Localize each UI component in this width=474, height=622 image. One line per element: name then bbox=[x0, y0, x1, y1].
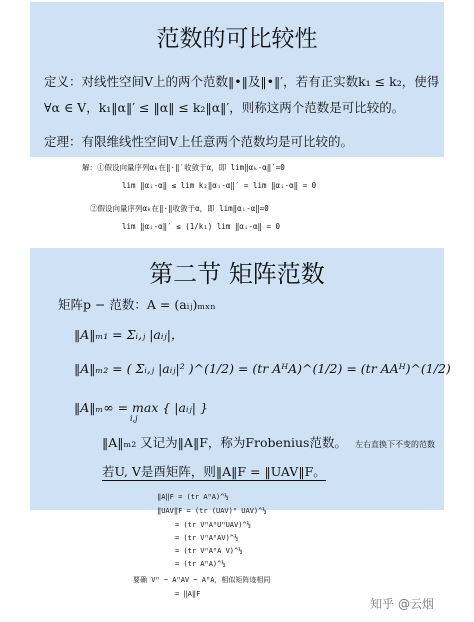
m-infinity-norm-formula: ‖A‖ₘ∞ = max { |aᵢⱼ| } bbox=[74, 400, 208, 415]
section-title: 范数的可比较性 bbox=[156, 26, 318, 52]
theorem-line: 定理：有限维线性空间V上任意两个范数均是可比较的。 bbox=[44, 134, 354, 149]
matrix-p-norm-definition: 矩阵p − 范数：A = (aᵢⱼ)ₘₓₙ bbox=[58, 297, 216, 312]
handwritten-proof-line-1: 解：①假设向量序列αₖ在‖·‖′收敛于α，即 lim‖αₖ-α‖′=0 bbox=[82, 163, 285, 172]
max-subscript: i,j bbox=[130, 414, 138, 423]
frobenius-norm-statement bbox=[102, 433, 435, 451]
handwritten-proof-line-3: ②假设向量序列αₖ在‖·‖收敛于α，即 lim‖αᵢ-α‖=0 bbox=[90, 204, 269, 213]
section-panel-matrix-norm bbox=[30, 248, 451, 510]
m2-norm-formula: ‖A‖ₘ₂ = ( Σᵢ,ⱼ |aᵢⱼ|² )^(1/2) = (tr AᴴA)^(1/2) = (tr AAᴴ)^(1/2) bbox=[74, 361, 451, 376]
section-panel-norm-comparability bbox=[30, 2, 444, 157]
unitary-invariance-statement: 若U, V是酉矩阵，则‖A‖F = ‖UAV‖F。 bbox=[102, 464, 326, 479]
handwritten-derivation-5: = (tr VᴴAᴴA V)^½ bbox=[175, 547, 243, 555]
handwritten-proof-line-4: lim ‖αᵢ-α‖′ ≤ (1/k₁) lim ‖αᵢ-α‖ = 0 bbox=[122, 222, 281, 231]
definition-line-2: ∀α ∈ V，k₁‖α‖′ ≤ ‖α‖ ≤ k₂‖α‖′，则称这两个范数是可比较的。 bbox=[44, 100, 405, 115]
handwritten-derivation-6: = (tr AᴴA)^½ bbox=[175, 560, 226, 568]
handwritten-derivation-3: = (tr VᴴAᴴUᴴUAV)^½ bbox=[175, 521, 251, 529]
handwritten-note: 左右直换下不变的范数 bbox=[354, 440, 435, 449]
handwritten-derivation-2: ‖UAV‖F = (tr (UAV)ᴴ UAV)^½ bbox=[157, 507, 267, 515]
watermark: 知乎 @云烟 bbox=[370, 597, 434, 611]
handwritten-derivation-1: ‖A‖F = (tr AᴴA)^½ bbox=[157, 493, 229, 501]
handwritten-derivation-8: = ‖A‖F bbox=[175, 590, 201, 598]
handwritten-derivation-4: = (tr VᴴAᴴAV)^½ bbox=[175, 534, 239, 542]
handwritten-derivation-7: 要确 Vᴴ ~ AᴴAV ~ AᴴA，相似矩阵迹相同 bbox=[133, 576, 271, 584]
frobenius-text: ‖A‖ₘ₂ 又记为‖A‖F，称为Frobenius范数。 bbox=[102, 435, 347, 450]
section-title: 第二节 矩阵范数 bbox=[149, 260, 325, 288]
definition-line-1: 定义：对线性空间V上的两个范数‖•‖及‖•‖′，若有正实数k₁ ≤ k₂，使得 bbox=[44, 74, 440, 89]
handwritten-proof-line-2: lim ‖αᵢ-α‖ ≤ lim k₂‖αᵢ-α‖′ = lim ‖αᵢ-α‖ = 0 bbox=[122, 181, 317, 190]
m1-norm-formula: ‖A‖ₘ₁ = Σᵢ,ⱼ |aᵢⱼ|， bbox=[74, 327, 184, 342]
